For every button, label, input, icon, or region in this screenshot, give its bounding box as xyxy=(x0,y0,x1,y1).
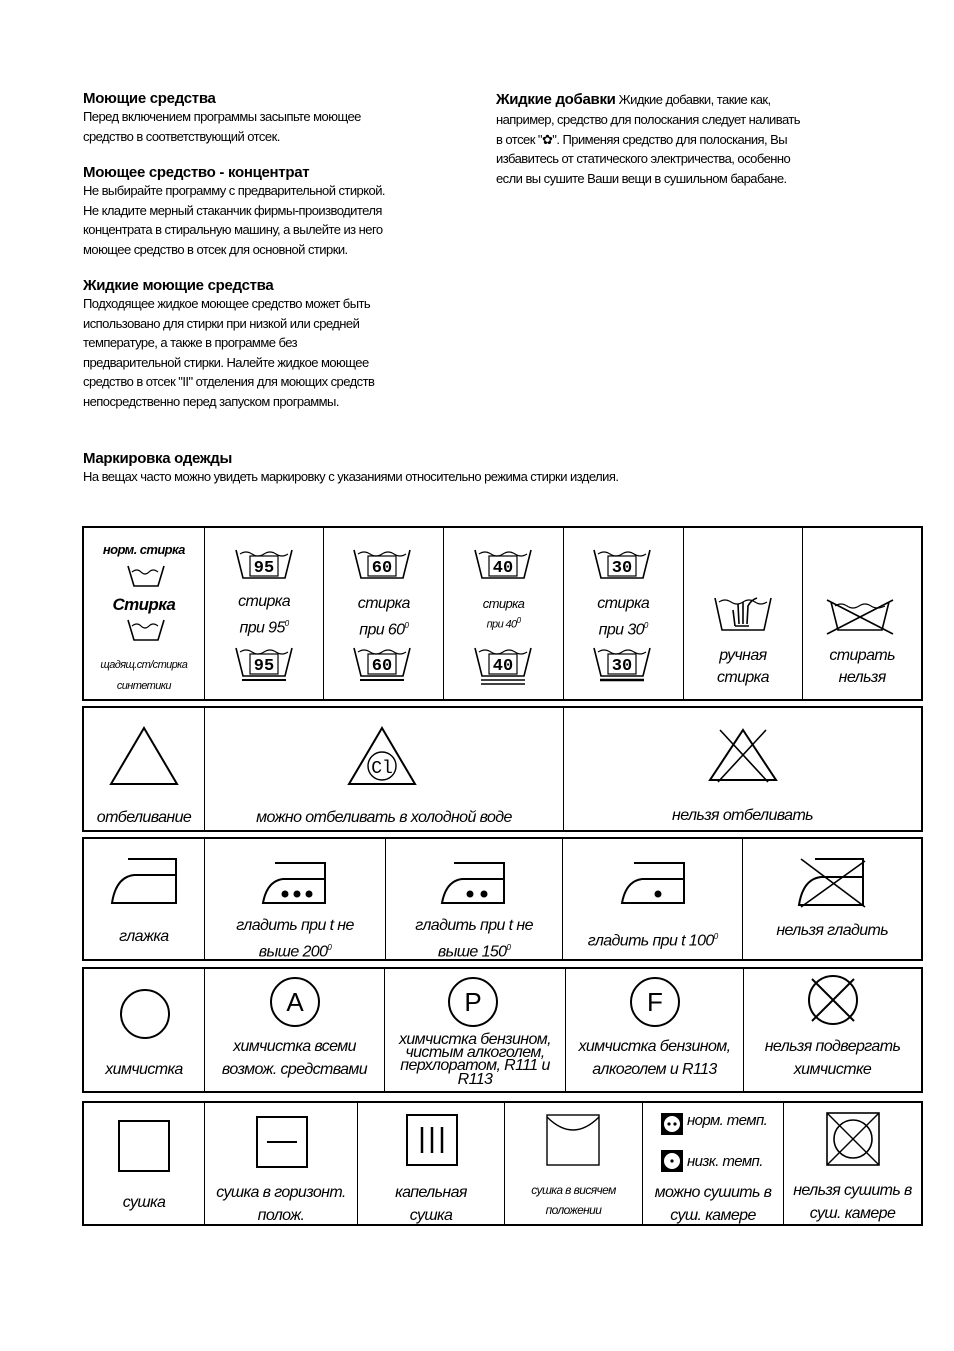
text-line: моющее средство в отсек для основной стирки. xyxy=(83,241,348,257)
no-iron-cell xyxy=(743,839,921,959)
tumble-dry-label: суш. камере xyxy=(670,1207,756,1224)
text-line: На вещах часто можно увидеть маркировку с указаниями относительно режима стирки изделия. xyxy=(83,469,619,484)
washtub-40-icon xyxy=(473,644,533,686)
iron-label: глажка xyxy=(119,928,169,945)
dry-clean-label: химчистка xyxy=(105,1061,183,1078)
iron-100-cell xyxy=(563,839,744,959)
hand-wash-icon xyxy=(713,594,773,634)
wash-60-label: стирка xyxy=(357,595,410,612)
text-line: непосредственно перед запуском программы. xyxy=(83,393,339,409)
low-temp-label: низк. темп. xyxy=(687,1153,763,1170)
text-line: использовано для стирки при низкой или средней xyxy=(83,315,360,331)
washtub-95-icon xyxy=(234,644,294,682)
washtub-95-icon xyxy=(234,546,294,580)
section-detergents xyxy=(83,90,468,146)
hand-wash-cell xyxy=(684,528,804,699)
dry-clean-a-text: A xyxy=(286,987,304,1017)
iron-one-dot-icon xyxy=(620,859,688,905)
iron-200-cell xyxy=(205,839,387,959)
no-wash-icon xyxy=(825,598,895,636)
dry-clean-f-icon xyxy=(628,975,682,1029)
bleach-symbols-row xyxy=(82,706,923,832)
text-line: Подходящее жидкое моющее средство может быть xyxy=(83,296,371,311)
washtub-40-icon xyxy=(473,546,533,580)
section-title: Жидкие добавки xyxy=(496,91,616,108)
text-line: концентрата в стиральную машину, а вылейте из него xyxy=(83,222,383,237)
temp-95-text: 95 xyxy=(253,559,274,578)
wash-40-label: при $40^0$ xyxy=(486,616,521,631)
wash-60-cell xyxy=(324,528,444,699)
dry-flat-cell xyxy=(205,1103,358,1224)
section-title: Моющие средства xyxy=(83,90,216,107)
no-bleach-label: нельзя отбеливать xyxy=(672,807,813,824)
section-concentrate xyxy=(83,164,468,259)
dry-clean-p-cell xyxy=(385,969,566,1091)
wash-60-label: при $60^0$ xyxy=(359,621,409,639)
hang-dry-label: сушка в висячем xyxy=(531,1183,616,1197)
no-iron-label: нельзя гладить xyxy=(776,922,889,939)
washtub-icon xyxy=(126,562,166,588)
dry-label: сушка xyxy=(122,1194,166,1211)
text-line: Перед включением программы засыпьте моющее xyxy=(83,109,361,124)
text-line: средство в соответствующий отсек. xyxy=(83,128,280,144)
washtub-60-icon xyxy=(352,546,412,580)
cold-bleach-label: можно отбеливать в холодной воде xyxy=(256,809,512,826)
dry-clean-p-icon xyxy=(446,975,500,1029)
no-bleach-icon xyxy=(706,726,780,784)
temp-95-text: 95 xyxy=(253,657,274,676)
iron-icon xyxy=(110,855,180,905)
drying-symbols-row xyxy=(82,1101,923,1226)
dry-clean-p-label: чистым алкоголем, xyxy=(405,1044,545,1061)
bleach-triangle-icon xyxy=(109,726,179,786)
dry-flat-icon xyxy=(255,1115,309,1169)
dry-clean-f-cell xyxy=(566,969,744,1091)
dry-clean-p-text: P xyxy=(464,987,482,1017)
iron-100-label: гладить при t $100^0$ xyxy=(587,932,718,950)
tumble-normal-temp-icon xyxy=(660,1112,684,1136)
dry-clean-p-label: R113 xyxy=(457,1071,493,1088)
dry-flat-label: сушка в горизонт. xyxy=(216,1184,346,1201)
text-line: средство в отсек "II" отделения для моющих средств xyxy=(83,374,375,389)
wash-30-cell xyxy=(564,528,684,699)
iron-200-label: выше $200^0$ xyxy=(258,943,332,961)
dry-clean-a-label: возмож. средствами xyxy=(221,1061,368,1078)
hand-wash-label: ручная xyxy=(719,647,767,664)
text-line: например, средство для полоскания следует наливать xyxy=(496,112,800,127)
temp-60-text: 60 xyxy=(372,657,393,676)
temp-60-text: 60 xyxy=(372,559,393,578)
iron-150-cell xyxy=(386,839,563,959)
no-tumble-dry-label: нельзя сушить в xyxy=(793,1182,912,1199)
text-line: избавитесь от статического электричества, особенно xyxy=(496,151,791,166)
dry-square-icon xyxy=(117,1119,171,1173)
wash-95-label: стирка xyxy=(238,593,291,610)
hang-dry-cell xyxy=(505,1103,643,1224)
hand-wash-label: стирка xyxy=(716,669,769,686)
text-line: в отсек "✿". Применяя средство для полоскания, Вы xyxy=(496,131,788,147)
bleach-label: отбеливание xyxy=(96,809,192,826)
temp-40-text: 40 xyxy=(492,559,514,578)
no-bleach-cell xyxy=(564,708,921,830)
bleach-cell xyxy=(84,708,205,830)
no-dry-clean-icon xyxy=(806,973,860,1027)
temp-30-text: 30 xyxy=(611,559,633,578)
hang-dry-label: положении xyxy=(545,1203,602,1217)
washtub-30-icon xyxy=(592,644,652,684)
washtub-60-icon xyxy=(352,644,412,682)
wash-30-label: стирка xyxy=(597,595,650,612)
section-title: Жидкие моющие средства xyxy=(83,277,274,294)
dry-clean-f-text: F xyxy=(647,987,663,1017)
wash-symbols-row xyxy=(82,526,923,701)
dry-cell xyxy=(84,1103,205,1224)
dry-clean-f-label: алкоголем и R113 xyxy=(592,1061,717,1078)
temp-40-text: 40 xyxy=(492,657,514,676)
tumble-dry-label: можно сушить в xyxy=(654,1184,772,1201)
text-line: температуре, а также в программе без xyxy=(83,335,298,350)
drip-dry-cell xyxy=(358,1103,505,1224)
marking-section xyxy=(83,450,883,487)
dry-clean-p-label: перхлоратом, R111 и xyxy=(400,1057,550,1074)
no-dry-clean-cell xyxy=(744,969,921,1091)
section-liquid-detergents xyxy=(83,277,468,411)
section-title: Моющее средство - концентрат xyxy=(83,164,310,181)
drip-dry-icon xyxy=(405,1113,459,1167)
iron-symbols-row xyxy=(82,837,923,961)
no-wash-label: стирать xyxy=(829,647,895,664)
section-title: Маркировка одежды xyxy=(83,450,232,467)
gentle-wash-label: щадящ.ст/стирка xyxy=(100,659,188,671)
no-tumble-dry-cell xyxy=(784,1103,921,1224)
tumble-dry-cell xyxy=(643,1103,784,1224)
temp-30-text: 30 xyxy=(611,657,633,676)
text-line: предварительной стирки. Налейте жидкое моющее xyxy=(83,354,369,370)
dry-clean-symbols-row xyxy=(82,967,923,1093)
dry-clean-a-cell xyxy=(205,969,385,1091)
dry-clean-p-label: химчистка бензином, xyxy=(398,1031,552,1048)
washtub-30-icon xyxy=(592,546,652,580)
right-column xyxy=(496,90,876,188)
dry-clean-cell xyxy=(84,969,205,1091)
dry-clean-a-label: химчистка всеми xyxy=(233,1038,356,1055)
iron-three-dots-icon xyxy=(261,859,329,905)
iron-two-dots-icon xyxy=(440,859,508,905)
washtub-icon xyxy=(126,616,166,642)
wash-40-label: стирка xyxy=(482,596,525,611)
chlorine-bleach-icon xyxy=(347,726,417,786)
no-dry-clean-label: нельзя подвергать xyxy=(764,1038,901,1055)
wash-40-cell xyxy=(444,528,564,699)
chlorine-text: Cl xyxy=(371,759,393,779)
wash-95-cell xyxy=(205,528,325,699)
gentle-wash-label: синтетики xyxy=(116,680,171,692)
iron-150-label: выше $150^0$ xyxy=(437,943,511,961)
liquid-additives-first-line xyxy=(496,90,876,110)
drip-dry-label: капельная xyxy=(395,1184,467,1201)
drip-dry-label: сушка xyxy=(409,1207,453,1224)
iron-200-label: гладить при t не xyxy=(236,917,354,934)
dry-clean-a-icon xyxy=(268,975,322,1029)
text-line: Не кладите мерный стаканчик фирмы-производителя xyxy=(83,202,382,218)
wash-95-label: при $95^0$ xyxy=(239,619,289,637)
no-iron-icon xyxy=(797,855,867,909)
hang-dry-icon xyxy=(545,1113,601,1167)
wash-general-cell xyxy=(84,528,205,699)
wash-label: Стирка xyxy=(112,595,176,614)
iron-cell xyxy=(84,839,205,959)
iron-150-label: гладить при t не xyxy=(415,917,533,934)
cold-bleach-cell xyxy=(205,708,564,830)
text-line: Жидкие добавки, такие как, xyxy=(618,92,771,107)
dry-clean-f-label: химчистка бензином, xyxy=(578,1038,731,1055)
no-tumble-dry-icon xyxy=(825,1111,881,1167)
text-line: если вы сушите Ваши вещи в сушильном барабане. xyxy=(496,170,787,186)
no-wash-label: нельзя xyxy=(838,669,886,686)
normal-temp-label: норм. темп. xyxy=(687,1112,768,1129)
text-line: Не выбирайте программу с предварительной стиркой. xyxy=(83,183,385,198)
left-column xyxy=(83,90,468,425)
tumble-low-temp-icon xyxy=(660,1149,684,1173)
dry-flat-label: полож. xyxy=(257,1207,305,1224)
no-dry-clean-label: химчистке xyxy=(793,1061,872,1078)
normal-wash-label: норм. стирка xyxy=(102,542,185,557)
no-tumble-dry-label: суш. камере xyxy=(809,1205,896,1222)
dry-clean-circle-icon xyxy=(118,987,172,1041)
wash-30-label: при $30^0$ xyxy=(598,621,648,639)
no-wash-cell xyxy=(803,528,921,699)
